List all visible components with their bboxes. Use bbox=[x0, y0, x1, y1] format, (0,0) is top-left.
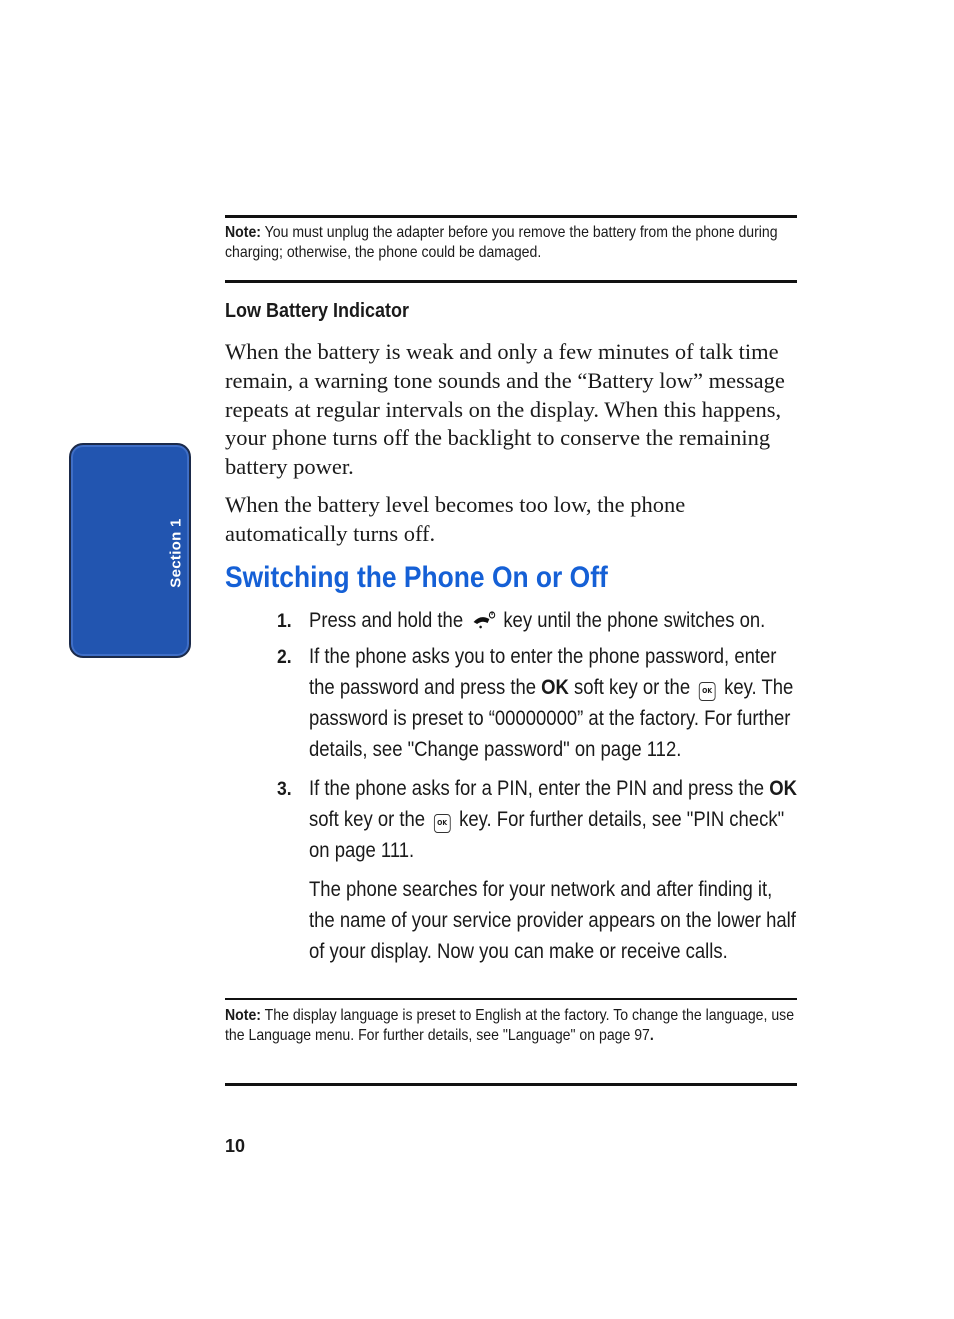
ok-key-icon: OK bbox=[434, 814, 451, 833]
step-3-text: If the phone asks for a PIN, enter the PIN and press the OK soft key or the OK key. For further details, see "PIN check" on page 111. bbox=[309, 777, 797, 862]
ok-soft-key-label: OK bbox=[769, 777, 797, 800]
note-top-text: You must unplug the adapter before you remove the battery from the phone during charging; otherwise, the phone could be damaged. bbox=[225, 224, 778, 261]
step-2-number: 2. bbox=[277, 646, 292, 668]
note-bottom-label: Note: bbox=[225, 1007, 261, 1024]
note-top-rule-upper bbox=[225, 215, 797, 218]
section-label: Section 1 bbox=[167, 518, 185, 588]
switching-heading: Switching the Phone On or Off bbox=[225, 561, 608, 594]
step-1-number: 1. bbox=[277, 610, 292, 632]
step-3-followup: The phone searches for your network and after finding it, the name of your service provider appears on the lower half of your display. Now you can make or receive calls. bbox=[309, 878, 796, 963]
step-1-text: Press and hold the key until the phone switches on. bbox=[309, 609, 766, 632]
low-battery-paragraph-2: When the battery level becomes too low, the phone automatically turns off. bbox=[225, 492, 686, 546]
page-number: 10 bbox=[225, 1136, 246, 1156]
ok-soft-key-label: OK bbox=[541, 676, 569, 699]
note-bottom-rule-lower bbox=[225, 1083, 797, 1086]
note-bottom: Note: The display language is preset to English at the factory. To change the language, use the Language menu. For further details, see "Language" on page 97. bbox=[225, 1007, 795, 1044]
note-top-rule-lower bbox=[225, 280, 797, 283]
end-power-key-icon bbox=[471, 610, 496, 630]
low-battery-heading: Low Battery Indicator bbox=[225, 300, 410, 322]
ok-key-icon: OK bbox=[699, 682, 716, 701]
low-battery-paragraph-1: When the battery is weak and only a few minutes of talk time remain, a warning tone sounds and the “Battery low” message repeats at regular intervals on the display. When this happens, your phone turns off the backlight to conserve the remaining battery power. bbox=[225, 339, 785, 480]
note-bottom-text: The display language is preset to English at the factory. To change the language, use the Language menu. For further details, see "Language" on page 97 bbox=[225, 1007, 795, 1044]
note-top bbox=[225, 223, 797, 263]
note-top-label: Note: bbox=[225, 224, 261, 241]
step-3-number: 3. bbox=[277, 778, 292, 800]
note-bottom-rule-upper bbox=[225, 998, 797, 1000]
step-2-text: If the phone asks you to enter the phone password, enter the password and press the OK soft key or the OK key. The password is preset to “00000000” at the factory. For further details, see "Change password" on page 112. bbox=[309, 645, 794, 761]
